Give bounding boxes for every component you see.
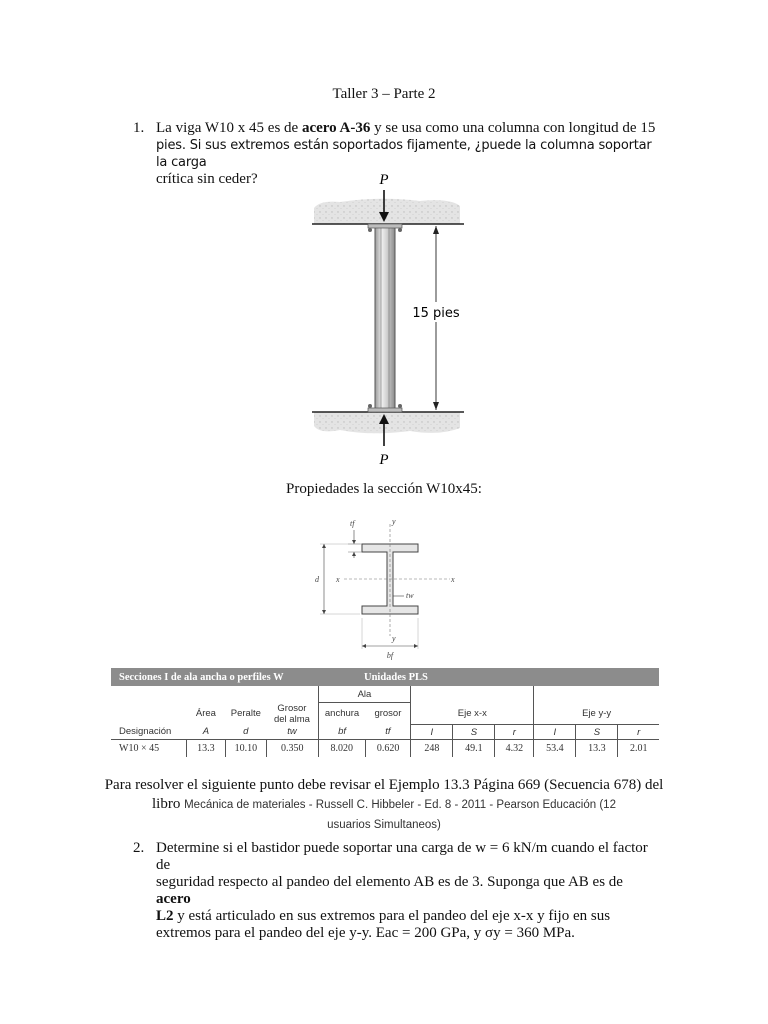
properties-caption: Propiedades la sección W10x45: bbox=[286, 481, 482, 497]
cell-tf: 0.620 bbox=[366, 740, 411, 758]
q2-text-a: Determine si el bastidor puede soportar una carga de w = 6 kN/m cuando el factor de bbox=[156, 840, 648, 873]
col-grosor-alma: Grosor del alma bbox=[273, 702, 310, 725]
depth-label: d bbox=[315, 575, 319, 584]
sym-ix: I bbox=[411, 725, 453, 740]
cell-rx: 4.32 bbox=[495, 740, 534, 758]
reference-line-1: Para resolver el siguiente punto debe revisar el Ejemplo 13.3 Página 669 (Secuencia 678) del bbox=[104, 777, 664, 793]
q2-text-c: y está articulado en sus extremos para el pandeo del eje x-x y fijo en sus bbox=[173, 908, 611, 924]
top-support bbox=[314, 199, 460, 224]
cell-bf: 8.020 bbox=[318, 740, 365, 758]
col-designacion: Designación bbox=[119, 726, 172, 738]
group-eje-xx: Eje x-x bbox=[411, 703, 534, 725]
table-header-right: Unidades PLS bbox=[364, 671, 428, 683]
tw-label: tw bbox=[406, 591, 414, 600]
bf-label: bf bbox=[386, 651, 394, 660]
table-row bbox=[111, 740, 659, 758]
question-1-number: 1. bbox=[133, 120, 145, 136]
group-ala: Ala bbox=[318, 686, 411, 703]
tf-label: tf bbox=[350, 519, 355, 528]
q1-text-c: pies. Si sus extremos están soportados fijamente, ¿puede la columna soportar la carga bbox=[156, 138, 652, 170]
question-2-text bbox=[156, 840, 661, 942]
cell-tw: 0.350 bbox=[266, 740, 318, 758]
section-figure bbox=[300, 514, 470, 664]
table-header-left: Secciones I de ala ancha o perfiles W bbox=[119, 671, 284, 683]
sym-iy: I bbox=[534, 725, 576, 740]
q2-text-b: seguridad respecto al pandeo del elemento AB es de 3. Suponga que AB es de bbox=[156, 874, 623, 890]
col-area: Área bbox=[195, 708, 216, 719]
q2-bold-l2: L2 bbox=[156, 908, 174, 924]
reference-line-2a: libro bbox=[152, 796, 185, 812]
q1-bold-material: acero A-36 bbox=[301, 120, 371, 136]
top-load-label: P bbox=[379, 172, 389, 188]
sym-sx: S bbox=[453, 725, 495, 740]
q2-text-d: extremos para el pandeo del eje y-y. Eac = 200 GPa, y σy = 360 MPa. bbox=[156, 925, 575, 941]
col-peralte: Peralte bbox=[230, 708, 261, 719]
question-2-number: 2. bbox=[133, 840, 145, 856]
sym-peralte: d bbox=[243, 726, 249, 738]
sym-bf: bf bbox=[318, 725, 365, 740]
cell-area: 13.3 bbox=[187, 740, 226, 758]
sym-tw: tw bbox=[287, 726, 297, 738]
cell-sx: 49.1 bbox=[453, 740, 495, 758]
reference-book: Mecánica de materiales - Russell C. Hibbeler - Ed. 8 - 2011 - Pearson Educación (12 bbox=[184, 799, 616, 811]
cell-ry: 2.01 bbox=[618, 740, 659, 758]
q1-text-a: La viga W10 x 45 es de bbox=[156, 120, 302, 136]
x-axis-right-label: x bbox=[451, 575, 455, 584]
q1-text-d: crítica sin ceder? bbox=[156, 171, 258, 187]
column-figure bbox=[300, 168, 480, 468]
page-title: Taller 3 – Parte 2 bbox=[332, 86, 436, 102]
reference-paragraph bbox=[100, 776, 668, 835]
cell-iy: 53.4 bbox=[534, 740, 576, 758]
x-axis-left-label: x bbox=[336, 575, 340, 584]
q1-text-b: y se usa como una columna con longitud de 15 bbox=[370, 120, 656, 136]
sym-sy: S bbox=[576, 725, 618, 740]
cell-sy: 13.3 bbox=[576, 740, 618, 758]
sym-tf: tf bbox=[385, 726, 391, 738]
group-eje-yy: Eje y-y bbox=[534, 703, 659, 725]
sym-rx: r bbox=[495, 725, 534, 740]
col-grosor: grosor bbox=[374, 708, 402, 720]
y-axis-top-label: y bbox=[392, 517, 396, 526]
q2-bold-acero: acero bbox=[156, 891, 191, 907]
sym-area: A bbox=[202, 726, 210, 738]
sym-ry: r bbox=[618, 725, 659, 740]
cell-peralte: 10.10 bbox=[225, 740, 266, 758]
bottom-load-label: P bbox=[379, 452, 389, 468]
table-header-bar bbox=[111, 668, 659, 686]
reference-line-3: usuarios Simultaneos) bbox=[327, 819, 441, 831]
col-anchura: anchura bbox=[318, 703, 365, 725]
y-axis-bottom-label: y bbox=[392, 634, 396, 643]
properties-table bbox=[111, 668, 659, 757]
w-column bbox=[375, 226, 395, 410]
cell-designation: W10 × 45 bbox=[111, 740, 187, 758]
length-label: 15 pies bbox=[412, 306, 460, 321]
cell-ix: 248 bbox=[411, 740, 453, 758]
